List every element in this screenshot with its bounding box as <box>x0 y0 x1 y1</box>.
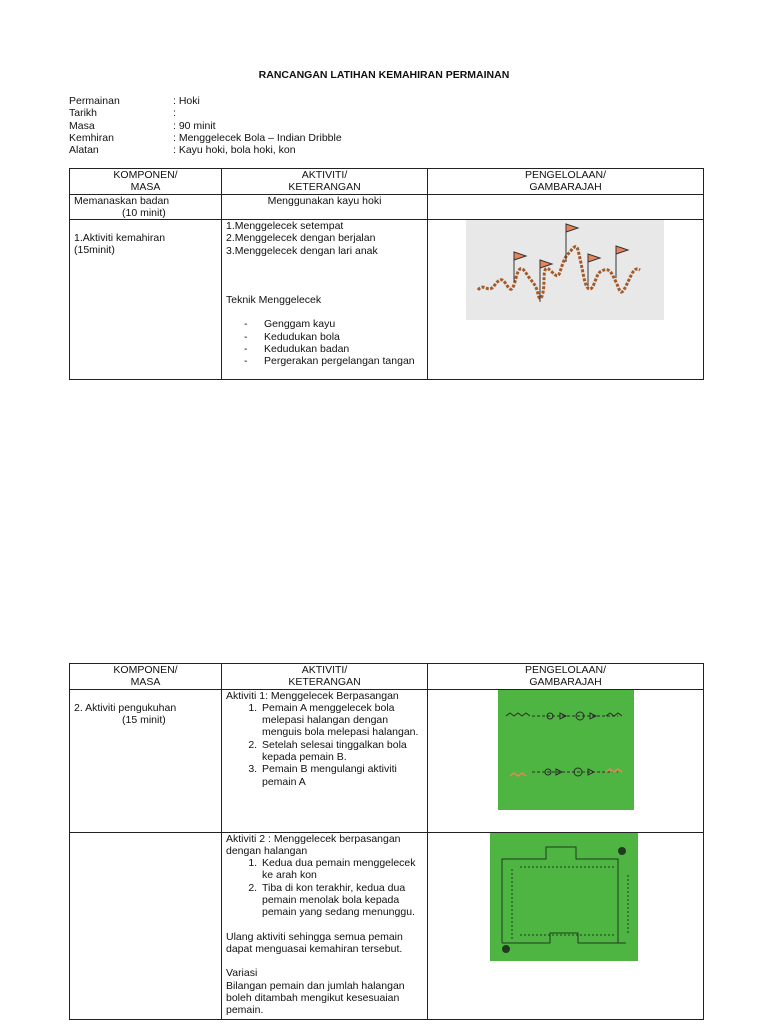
obstacle-course-diagram <box>490 833 638 961</box>
paired-dribble-diagram <box>498 690 634 810</box>
info-label: Kemhiran <box>69 131 114 144</box>
info-value: : Kayu hoki, bola hoki, kon <box>173 144 296 157</box>
table-row-warmup <box>70 194 704 220</box>
activity-2-component <box>70 832 222 1019</box>
info-label: Alatan <box>69 144 99 157</box>
activity-1-description <box>222 689 428 832</box>
skill-step: 2.Menggelecek dengan berjalan <box>226 232 376 245</box>
header-aktiviti: AKTIVITI/ KETERANGAN <box>222 169 428 195</box>
info-value: : Hoki <box>173 95 200 107</box>
table-row-activity-1 <box>70 689 704 832</box>
info-value: : 90 minit <box>173 119 216 132</box>
technique-list <box>226 318 423 367</box>
variation-text: Bilangan pemain dan jumlah halangan boleh ditambah mengikut kesesuaian pemain. <box>226 979 405 1017</box>
info-value: : Menggelecek Bola – Indian Dribble <box>173 131 342 144</box>
page-title: RANCANGAN LATIHAN KEMAHIRAN PERMAINAN <box>258 69 510 81</box>
lesson-table-2 <box>69 663 704 1020</box>
table-row-activity-2 <box>70 832 704 1019</box>
lesson-table-1 <box>69 168 704 380</box>
info-label: Permainan <box>69 95 120 107</box>
list-item: 1. Kedua dua pemain menggelecek ke arah kon <box>260 857 423 882</box>
activity-2-steps <box>226 857 423 918</box>
warmup-diagram-cell <box>428 194 704 220</box>
list-item: 2. Tiba di kon terakhir, kedua dua pemain menolak bola kepada pemain yang sedang menunggu. <box>260 882 423 919</box>
header-aktiviti: AKTIVITI/ KETERANGAN <box>222 664 428 690</box>
skill-step: 1.Menggelecek setempat <box>226 220 344 233</box>
header-pengelolaan: PENGELOLAAN/ GAMBARAJAH <box>428 664 704 690</box>
warmup-component: Memanaskan badan (10 minit) <box>70 194 222 220</box>
list-item: 1. Pemain A menggelecek bola melepasi halangan dengan menguis bola melepasi halangan. <box>260 702 423 739</box>
list-item: - Pergerakan pergelangan tangan <box>244 355 423 367</box>
table-header-row <box>70 169 704 195</box>
activity-2-description: Aktiviti 2 : Menggelecek berpasangan dengan halangan 1. Kedua dua pemain menggelecek ke arah kon 2. Tiba di kon terakhir, kedua dua pemain menolak bola kepada pemain yang sedang menunggu. Ulang aktiviti sehingga semua pemain dapat menguasai kemahiran tersebut. Variasi Bilangan pemain dan jumlah halangan boleh ditambah mengikut kesesuaian pemain. <box>222 832 428 1019</box>
skill-component: 1.Aktiviti kemahiran (15minit) <box>70 220 222 380</box>
activity-1-diagram-cell <box>428 689 704 832</box>
activity-2-note: Ulang aktiviti sehingga semua pemain dapat menguasai kemahiran tersebut. <box>226 930 403 955</box>
skill-activity <box>222 220 428 380</box>
activity-1-title: Aktiviti 1: Menggelecek Berpasangan <box>226 689 399 702</box>
skill-step: 3.Menggelecek dengan lari anak <box>226 244 378 257</box>
technique-title: Teknik Menggelecek <box>226 294 322 307</box>
list-item: - Kedudukan bola <box>244 331 423 343</box>
reinforcement-component: 2. Aktiviti pengukuhan (15 minit) <box>70 689 222 832</box>
list-item: 2. Setelah selesai tinggalkan bola kepada pemain B. <box>260 739 423 764</box>
table-header-row <box>70 664 704 690</box>
variation-title: Variasi <box>226 967 258 980</box>
activity-2-title: Aktiviti 2 : Menggelecek berpasangan <box>226 832 401 845</box>
info-value: : <box>173 107 176 120</box>
activity-1-steps <box>226 702 423 788</box>
skill-diagram-cell <box>428 220 704 380</box>
info-label: Masa <box>69 119 95 132</box>
header-komponen: KOMPONEN/ MASA <box>70 664 222 690</box>
table-row-skill <box>70 220 704 380</box>
dribble-flags-diagram <box>466 220 664 320</box>
list-item: - Kedudukan badan <box>244 343 423 355</box>
header-pengelolaan: PENGELOLAAN/ GAMBARAJAH <box>428 169 704 195</box>
info-label: Tarikh <box>69 107 98 120</box>
list-item: 3. Pemain B mengulangi aktiviti pemain A <box>260 763 423 788</box>
warmup-activity: Menggunakan kayu hoki <box>222 194 428 220</box>
list-item: - Genggam kayu <box>244 318 423 330</box>
header-komponen: KOMPONEN/ MASA <box>70 169 222 195</box>
activity-2-diagram-cell <box>428 832 704 1019</box>
